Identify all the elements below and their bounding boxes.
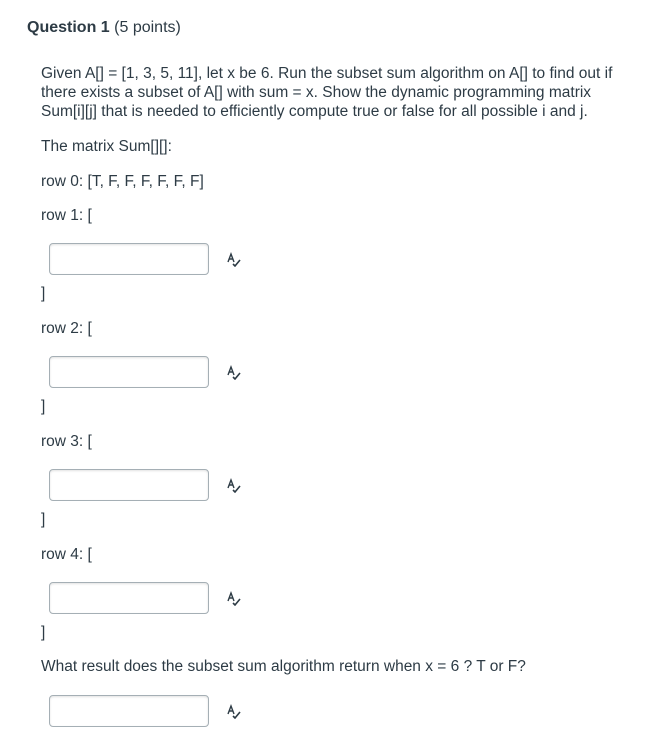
row-2-close-bracket: ] [41, 398, 46, 415]
row-0-text: row 0: [T, F, F, F, F, F, F] [41, 173, 204, 190]
final-answer-input[interactable] [49, 695, 209, 727]
row-2-label: row 2: [ [41, 320, 92, 337]
prompt-line: there exists a subset of A[] with sum = x. Show the dynamic programming matrix [41, 84, 592, 101]
row-4-label: row 4: [ [41, 546, 92, 563]
matrix-label: The matrix Sum[][]: [41, 138, 172, 155]
row-2-answer-input[interactable] [49, 356, 209, 388]
spellcheck-icon[interactable] [226, 703, 242, 719]
row-1-answer-input[interactable] [49, 243, 209, 275]
question-header [27, 19, 181, 37]
prompt-line: Sum[i][j] that is needed to efficiently compute true or false for all possible i and j. [41, 103, 588, 120]
prompt-line: Given A[] = [1, 3, 5, 11], let x be 6. Run the subset sum algorithm on A[] to find out if [41, 65, 613, 82]
final-question-text: What result does the subset sum algorithm return when x = 6 ? T or F? [41, 658, 526, 675]
row-4-close-bracket: ] [41, 624, 46, 641]
row-3-answer-input[interactable] [49, 469, 209, 501]
question-prompt [41, 64, 651, 121]
row-1-close-bracket: ] [41, 285, 46, 302]
question-title: Question 1 [27, 19, 110, 36]
row-3-close-bracket: ] [41, 511, 46, 528]
spellcheck-icon[interactable] [226, 251, 242, 267]
row-4-answer-input[interactable] [49, 582, 209, 614]
spellcheck-icon[interactable] [226, 364, 242, 380]
spellcheck-icon[interactable] [226, 477, 242, 493]
row-1-label: row 1: [ [41, 207, 92, 224]
spellcheck-icon[interactable] [226, 590, 242, 606]
question-points: (5 points) [114, 19, 181, 36]
row-3-label: row 3: [ [41, 433, 92, 450]
